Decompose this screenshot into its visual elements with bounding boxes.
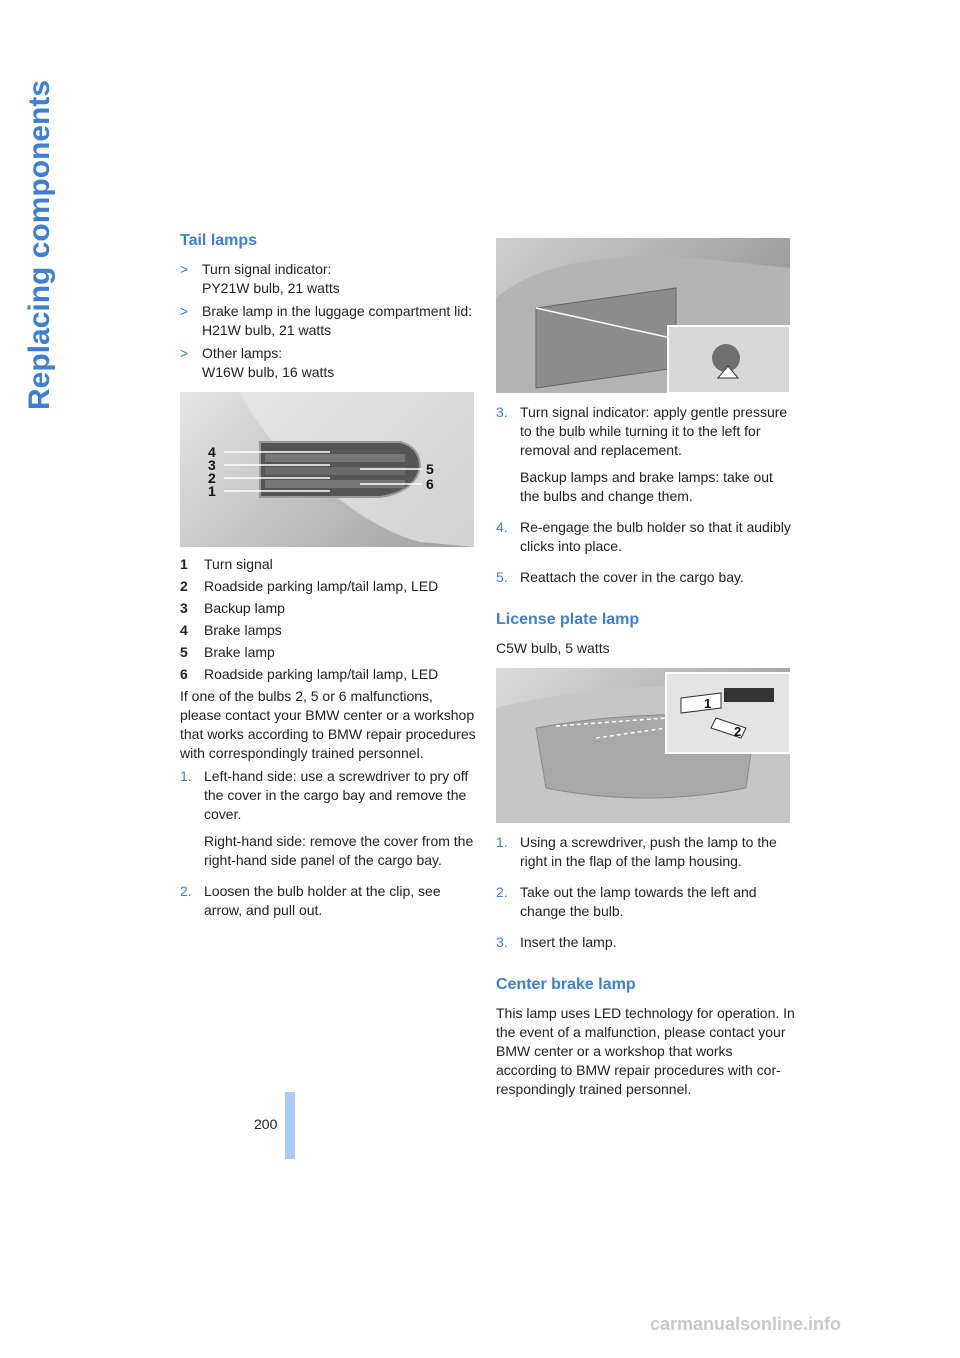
license-plate-steps [496, 833, 796, 960]
step-number: 1. [180, 768, 192, 784]
step-item [180, 882, 478, 928]
tail-lamp-figure [180, 392, 474, 547]
step-number: 2. [180, 883, 192, 899]
figure-label: 5 [426, 461, 434, 477]
step-text: Re-engage the bulb holder so that it audibly clicks into place. [520, 519, 791, 554]
list-item [180, 302, 478, 340]
figure-label: 4 [208, 444, 216, 460]
license-plate-figure [496, 668, 790, 823]
figure-label: 1 [208, 483, 216, 499]
site-watermark: carmanualsonline.info [650, 1314, 842, 1334]
legend-text: Roadside parking lamp/tail lamp, LED [204, 666, 439, 682]
legend-row [180, 555, 478, 574]
step-item [496, 883, 796, 929]
step-number: 3. [496, 404, 508, 420]
legend-text: Brake lamp [204, 644, 275, 660]
steps-right [496, 403, 796, 595]
step-item [496, 403, 796, 514]
legend-row [180, 599, 478, 618]
legend-row [180, 643, 478, 662]
step-number: 2. [496, 884, 508, 900]
list-item [180, 260, 478, 298]
step-text: Right-hand side: remove the cover from the right-hand side panel of the cargo bay. [204, 833, 474, 868]
legend-number: 2 [180, 578, 188, 594]
bullet-line: Turn signal indicator: [202, 261, 332, 277]
tail-lamp-illustration [180, 392, 474, 547]
left-column [180, 230, 478, 932]
bulb-spec-list [180, 260, 478, 382]
figure-label: 1 [704, 696, 712, 711]
legend-text: Brake lamps [204, 622, 282, 638]
step-number: 4. [496, 519, 508, 535]
step-text: Using a screwdriver, push the lamp to the right in the flap of the lamp housing. [520, 834, 777, 869]
legend-text: Turn signal [204, 556, 273, 572]
lamp-legend [180, 555, 478, 684]
steps-left [180, 767, 478, 928]
legend-number: 3 [180, 600, 188, 616]
list-item [180, 344, 478, 382]
step-text: Insert the lamp. [520, 934, 617, 950]
figure-label: 2 [734, 724, 742, 739]
step-item [496, 833, 796, 879]
license-plate-spec: C5W bulb, 5 watts [496, 640, 610, 656]
center-brake-lamp-text: This lamp uses LED technology for operation. In the event of a malfunction, please contact your BMW center or a workshop that works according to BMW repair procedures with cor-respondingly trained personnel. [496, 1005, 795, 1097]
right-column [496, 238, 796, 1103]
legend-row [180, 665, 478, 684]
figure-label: 2 [208, 470, 216, 486]
bullet-line: H21W bulb, 21 watts [202, 322, 332, 338]
legend-number: 5 [180, 644, 188, 660]
step-item [496, 933, 796, 960]
bullet-line: Brake lamp in the luggage compartment lid: [202, 303, 473, 319]
bullet-line: Other lamps: [202, 345, 283, 361]
chapter-title: Replacing components [23, 79, 56, 410]
step-text: Take out the lamp towards the left and change the bulb. [520, 884, 757, 919]
step-text: Reattach the cover in the cargo bay. [520, 569, 744, 585]
bullet-line: W16W bulb, 16 watts [202, 364, 335, 380]
figure-label: 6 [426, 476, 434, 492]
legend-text: Roadside parking lamp/tail lamp, LED [204, 578, 439, 594]
license-plate-lamp-heading: License plate lamp [496, 611, 640, 628]
legend-number: 6 [180, 666, 188, 682]
page-number: 200 [254, 1116, 278, 1132]
step-number: 5. [496, 569, 508, 585]
legend-number: 4 [180, 622, 188, 638]
page-marker-bar [285, 1092, 295, 1159]
bullet-mark: > [180, 345, 189, 361]
figure-label: 3 [208, 457, 216, 473]
step-text: Loosen the bulb holder at the clip, see arrow, and pull out. [204, 883, 441, 918]
legend-text: Backup lamp [204, 600, 285, 616]
malfunction-note: If one of the bulbs 2, 5 or 6 malfunctions, please contact your BMW center or a workshop that works according to BMW repair procedures with correspondingly trained personnel. [180, 688, 476, 761]
legend-number: 1 [180, 556, 188, 572]
step-text: Turn signal indicator: apply gentle pressure to the bulb while turning it to the left for removal and replacement. [520, 404, 788, 458]
step-text: Backup lamps and brake lamps: take out the bulbs and change them. [520, 469, 773, 504]
bullet-mark: > [180, 303, 189, 319]
step-number: 1. [496, 834, 508, 850]
step-item [496, 568, 796, 595]
step-item [180, 767, 478, 878]
license-plate-illustration [496, 668, 790, 823]
step-item [496, 518, 796, 564]
bullet-line: PY21W bulb, 21 watts [202, 280, 340, 296]
bullet-mark: > [180, 261, 189, 277]
side-title-bar [0, 0, 80, 1358]
center-brake-lamp-heading: Center brake lamp [496, 976, 636, 993]
step-number: 3. [496, 934, 508, 950]
tail-lamps-heading: Tail lamps [180, 232, 258, 249]
step-text: Left-hand side: use a screwdriver to pry off the cover in the cargo bay and remove the cover. [204, 768, 469, 822]
legend-row [180, 621, 478, 640]
cargo-bay-illustration [496, 238, 790, 393]
legend-row [180, 577, 478, 596]
cargo-bay-figure [496, 238, 790, 393]
